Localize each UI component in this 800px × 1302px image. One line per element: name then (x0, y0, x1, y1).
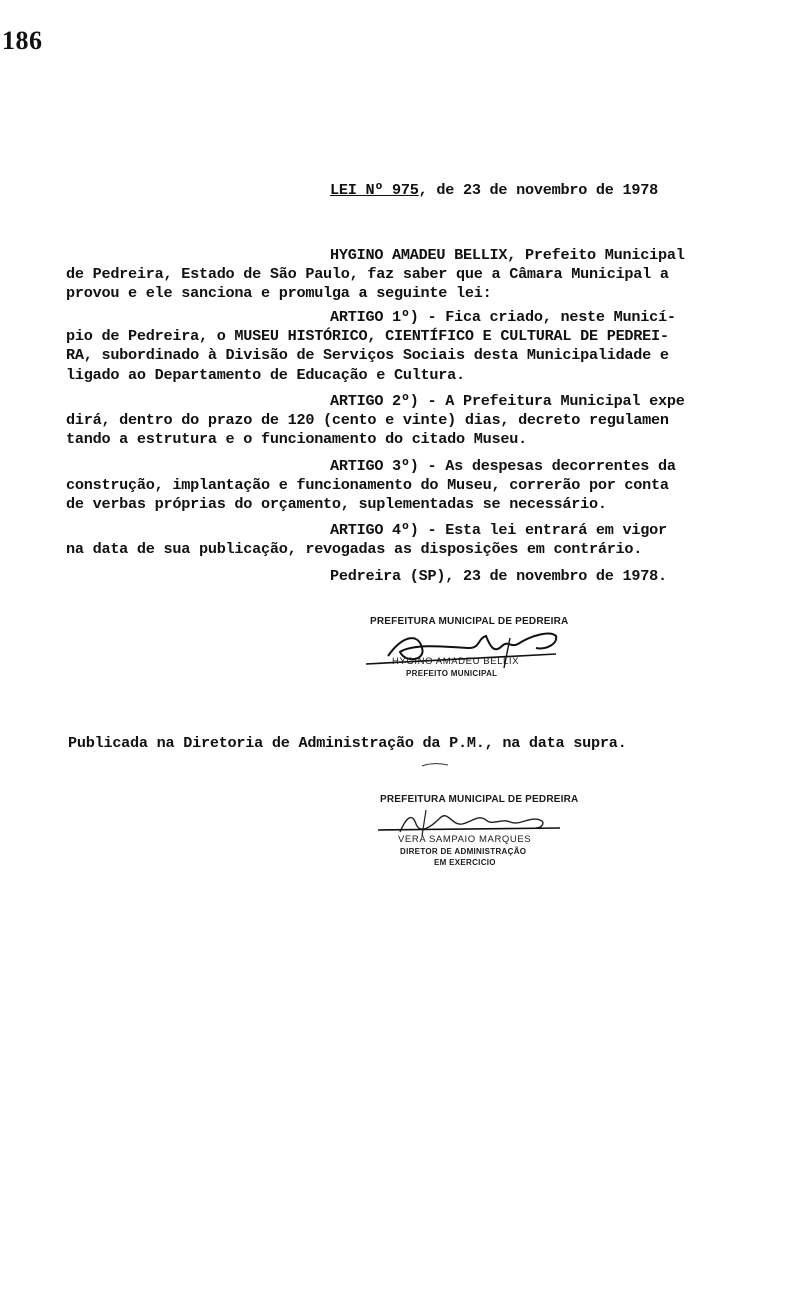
page-number: 186 (2, 26, 43, 55)
law-number: LEI Nº 975 (330, 181, 419, 199)
stamp-title-line1: DIRETOR DE ADMINISTRAÇÃO (400, 847, 527, 856)
body-line: ARTIGO 3º) - As despesas decorrentes da (330, 457, 676, 475)
body-line: RA, subordinado à Divisão de Serviços Sociais desta Municipalidade e (66, 346, 669, 364)
body-line: ligado ao Departamento de Educação e Cultura. (66, 366, 465, 384)
law-title (330, 181, 658, 199)
body-line: de Pedreira, Estado de São Paulo, faz saber que a Câmara Municipal a (66, 265, 669, 283)
small-mark (420, 761, 450, 769)
stamp-title: PREFEITO MUNICIPAL (406, 669, 498, 678)
body-line: tando a estrutura e o funcionamento do citado Museu. (66, 430, 527, 448)
stamp-title-line2: EM EXERCICIO (434, 858, 496, 867)
body-line: construção, implantação e funcionamento do Museu, correrão por conta (66, 476, 669, 494)
director-stamp-title-2 (434, 858, 496, 867)
mayor-stamp-title (406, 669, 497, 678)
body-line: ARTIGO 1º) - Fica criado, neste Municí- (330, 308, 676, 326)
body-line: na data de sua publicação, revogadas as disposições em contrário. (66, 540, 643, 558)
stamp-name: HYGINO AMADEU BELLIX (392, 656, 520, 667)
stamp-header: PREFEITURA MUNICIPAL DE PEDREIRA (380, 794, 579, 805)
body-line: ARTIGO 4º) - Esta lei entrará em vigor (330, 521, 667, 539)
director-stamp-name (398, 834, 531, 845)
stamp-name: VERA SAMPAIO MARQUES (398, 834, 532, 845)
stamp-header: PREFEITURA MUNICIPAL DE PEDREIRA (370, 616, 569, 627)
body-line: de verbas próprias do orçamento, suplementadas se necessário. (66, 495, 607, 513)
mayor-stamp-name (392, 656, 519, 667)
body-line: pio de Pedreira, o MUSEU HISTÓRICO, CIENTÍFICO E CULTURAL DE PEDREI- (66, 327, 669, 345)
publication-line: Publicada na Diretoria de Administração da P.M., na data supra. (68, 734, 627, 752)
body-line: ARTIGO 2º) - A Prefeitura Municipal expe (330, 392, 685, 410)
director-stamp-title (400, 847, 526, 856)
body-line: dirá, dentro do prazo de 120 (cento e vinte) dias, decreto regulamen (66, 411, 669, 429)
law-date: , de 23 de novembro de 1978 (418, 181, 658, 199)
place-date-line: Pedreira (SP), 23 de novembro de 1978. (330, 567, 667, 585)
body-line: provou e ele sanciona e promulga a seguinte lei: (66, 284, 492, 302)
body-line: HYGINO AMADEU BELLIX, Prefeito Municipal (330, 246, 685, 264)
